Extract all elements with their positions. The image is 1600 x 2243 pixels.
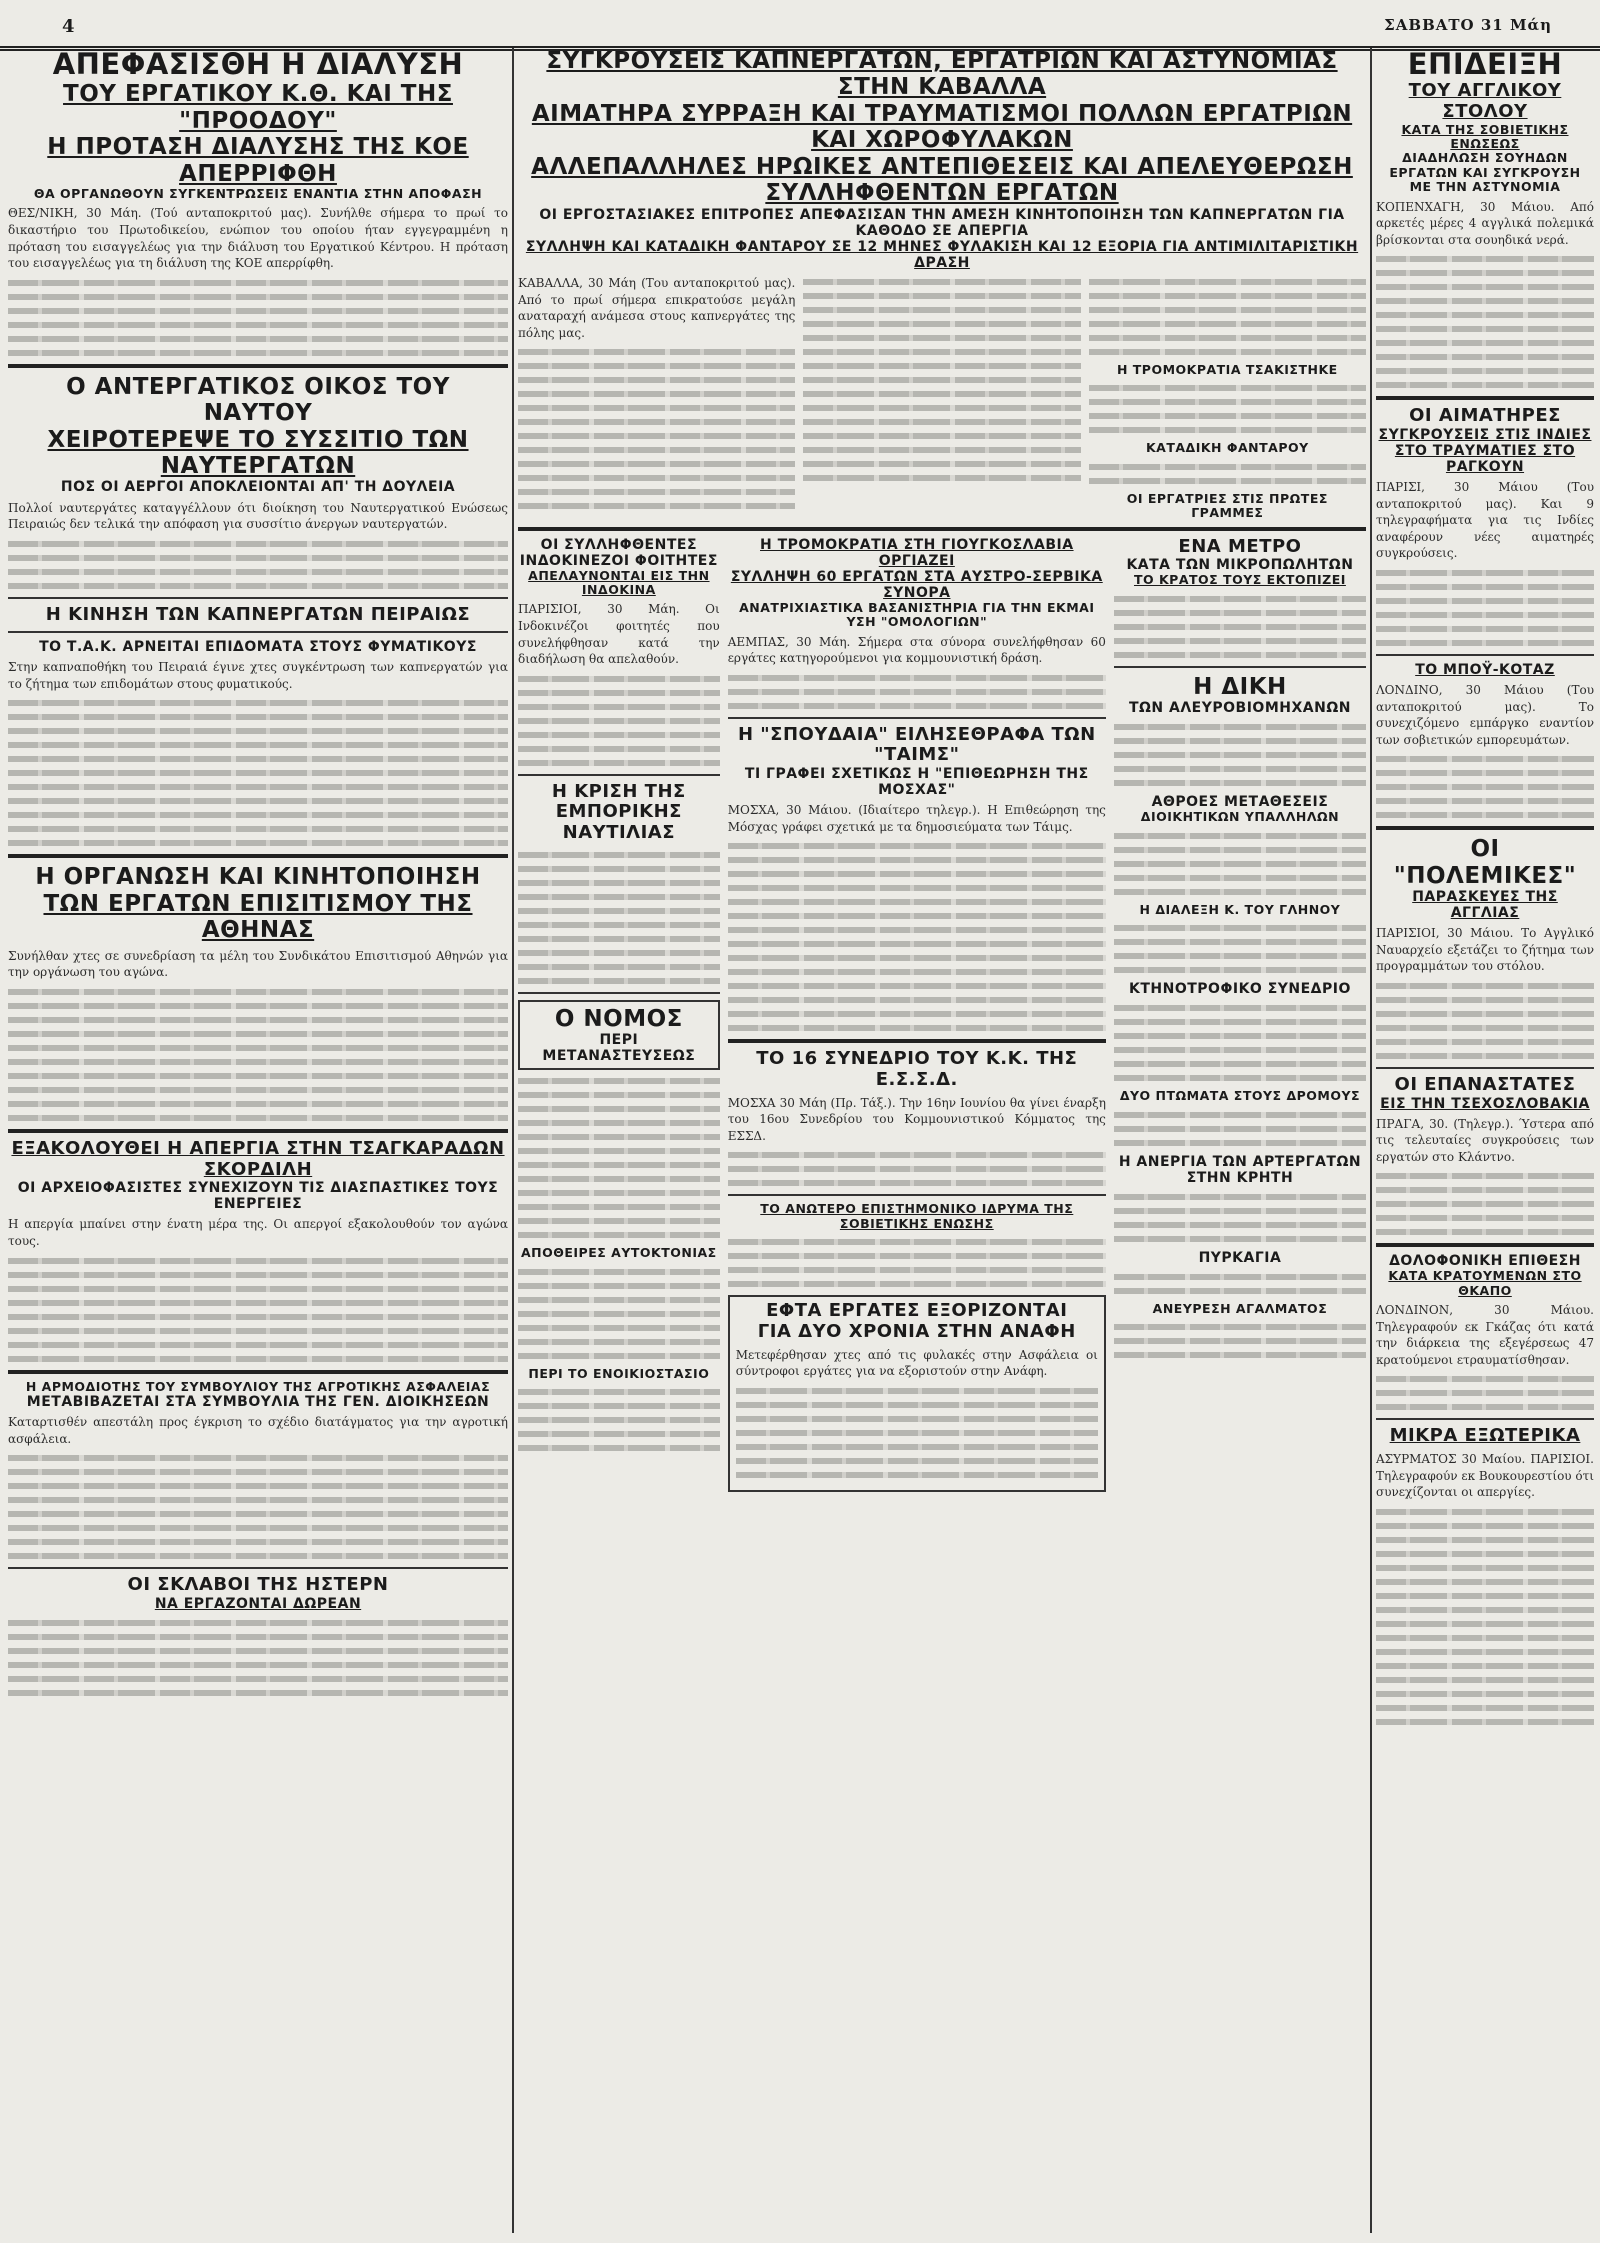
headline-murderous-attack: ΔΟΛΟΦΟΝΙΚΗ ΕΠΙΘΕΣΗ	[1389, 1253, 1581, 1270]
article-exile-text: Μετεφέρθησαν χτες από τις φυλακές στην Ασφάλεια οι σύντροφοι εργάτες για να εξοριστούν στην Ανάφη.	[735, 1347, 1098, 1379]
article-text-lines	[518, 349, 795, 509]
headline-koe-rejected: Η ΠΡΟΤΑΣΗ ΔΙΑΛΥΣΗΣ ΤΗΣ ΚΟΕ ΑΠΕΡΡΙΦΘΗ	[47, 134, 469, 187]
headline-labor-center: ΤΟΥ ΕΡΓΑΤΙΚΟΥ Κ.Θ. ΚΑΙ ΤΗΣ "ΠΡΟΟΔΟΥ"	[63, 81, 453, 134]
divider	[8, 1370, 508, 1374]
article-text-lines	[1114, 1005, 1366, 1081]
center-column	[518, 48, 1366, 2233]
article-text-lines	[518, 676, 720, 766]
divider	[1376, 1418, 1594, 1420]
subheadline-emigration: ΠΕΡΙ ΜΕΤΑΝΑΣΤΕΥΣΕΩΣ	[542, 1032, 696, 1065]
article-text-lines	[1089, 385, 1366, 433]
article-text-lines	[728, 1152, 1106, 1186]
kavala-article-body	[518, 271, 1366, 521]
divider	[8, 1567, 508, 1569]
article-text-lines	[1376, 1509, 1594, 1725]
divider	[1376, 396, 1594, 400]
article-text-lines	[1114, 1112, 1366, 1146]
divider	[1114, 666, 1366, 668]
article-india-text: ΠΑΡΙΣΙ, 30 Μάιου (Του ανταποκριτού μας). Και 9 τηλεγραφήματα για τις Ινδίες αναφέρουν νέες αιματηρές συγκρούσεις.	[1376, 480, 1594, 561]
headline-against-soviet: ΚΑΤΑ ΤΗΣ ΣΟΒΙΕΤΙΚΗΣ ΕΝΩΣΕΩΣ	[1401, 121, 1569, 152]
subcolumn-b	[728, 537, 1106, 1498]
headline-sailors-house: Ο ΑΝΤΕΡΓΑΤΙΚΟΣ ΟΙΚΟΣ ΤΟΥ ΝΑΥΤΟΥ	[66, 373, 450, 427]
headline-agrarian-insurance: Η ΑΡΜΟΔΙΟΤΗΣ ΤΟΥ ΣΥΜΒΟΥΛΙΟΥ ΤΗΣ ΑΓΡΟΤΙΚΗΣ ΑΣΦΑΛΕΙΑΣ	[25, 1378, 491, 1394]
subheadline-anafi: ΓΙΑ ΔΥΟ ΧΡΟΝΙΑ ΣΤΗΝ ΑΝΑΦΗ	[757, 1320, 1076, 1342]
subheadline-millers: ΤΩΝ ΑΛΕΥΡΟΒΙΟΜΗΧΑΝΩΝ	[1128, 700, 1351, 717]
headline-tak-benefits: ΤΟ Τ.Α.Κ. ΑΡΝΕΙΤΑΙ ΕΠΙΔΟΜΑΤΑ ΣΤΟΥΣ ΦΥΜΑΤΙΚΟΥΣ	[39, 639, 477, 656]
subheadline-archeio-fascists: ΟΙ ΑΡΧΕΙΟΦΑΣΙΣΤΕΣ ΣΥΝΕΧΙΖΟΥΝ ΤΙΣ ΔΙΑΣΠΑΣΤΙΚΕΣ ΤΟΥΣ ΕΝΕΡΓΕΙΕΣ	[17, 1180, 499, 1213]
headline-law: Ο ΝΟΜΟΣ	[554, 1005, 683, 1032]
article-text-lines	[8, 1258, 508, 1362]
kicker-women-workers: ΟΙ ΕΡΓΑΤΡΙΕΣ ΣΤΙΣ ΠΡΩΤΕΣ ΓΡΑΜΜΕΣ	[1126, 490, 1328, 521]
page-number: 4	[62, 16, 75, 37]
issue-date: ΣΑΒΒΑΤΟ 31 Μάη	[1384, 16, 1552, 34]
headline-bloody: ΟΙ ΑΙΜΑΤΗΡΕΣ	[1409, 405, 1561, 427]
article-kavala-text: ΚΑΒΑΛΛΑ, 30 Μάη (Του ανταποκριτού μας). Από το πρωί σήμερα επικρατούσε μεγάλη αναταραχή ανάμεσα στους καπνεργάτες της πόλης μας.	[518, 276, 796, 340]
right-column	[1376, 48, 1594, 2233]
headline-seven-workers: ΕΦΤΑ ΕΡΓΑΤΕΣ ΕΞΟΡΙΖΟΝΤΑΙ	[766, 1300, 1068, 1322]
article-text-lines	[1089, 279, 1366, 355]
divider	[1376, 1243, 1594, 1247]
article-agrarian-text: Καταρτισθέν απεστάλη προς έγκριση το σχέδιο διατάγματος για την αγροτική ασφάλεια.	[8, 1415, 508, 1446]
article-czech-text: ΠΡΑΓΑ, 30. (Τηλεγρ.). Ύστερα από τις τελευταίες συγκρούσεις των εργατών στο Κλάντνο.	[1376, 1116, 1594, 1164]
subheadline-rallies: ΘΑ ΟΡΓΑΝΩΘΟΥΝ ΣΥΓΚΕΝΤΡΩΣΕΙΣ ΕΝΑΝΤΙΑ ΣΤΗΝ ΑΠΟΦΑΣΗ	[33, 186, 483, 202]
headline-trial: Η ΔΙΚΗ	[1193, 673, 1287, 700]
article-prisoners-text: ΛΟΝΔΙΝΟΝ, 30 Μάιου. Τηλεγραφούν εκ Γκάζας ότι κατά την διάρκεια της εξεγέρσεως 47 κρατούμενοι ετραυματίσθησαν.	[1376, 1303, 1594, 1367]
headline-a-measure: ΕΝΑ ΜΕΤΡΟ	[1178, 535, 1302, 557]
divider	[1376, 654, 1594, 656]
lower-center-grid	[518, 537, 1366, 1498]
headline-british-fleet: ΤΟΥ ΑΓΓΛΙΚΟΥ ΣΤΟΛΟΥ	[1408, 80, 1562, 123]
headline-kavala-clashes: ΣΥΓΚΡΟΥΣΕΙΣ ΚΑΠΝΕΡΓΑΤΩΝ, ΕΡΓΑΤΡΙΩΝ ΚΑΙ ΑΣΤΥΝΟΜΙΑΣ ΣΤΗΝ ΚΑΒΑΛΛΑ	[546, 48, 1338, 101]
article-text-lines	[518, 1389, 720, 1451]
headline-dissolution: ΑΠΕΦΑΣΙΣΘΗ Η ΔΙΑΛΥΣΗ	[52, 48, 464, 81]
headline-rangoon: ΣΤΟ ΤΡΑΥΜΑΤΙΕΣ ΣΤΟ ΡΑΓΚΟΥΝ	[1394, 443, 1576, 476]
subheadline-clerks: ΔΙΟΙΚΗΤΙΚΩΝ ΥΠΑΛΛΗΛΩΝ	[1140, 809, 1340, 825]
divider	[728, 717, 1106, 719]
article-text-lines	[1376, 256, 1594, 388]
headline-revolutionaries: ΟΙ ΕΠΑΝΑΣΤΑΤΕΣ	[1394, 1073, 1576, 1095]
article-text-lines	[803, 279, 1080, 481]
headline-glinos-lecture: Η ΔΙΑΛΕΞΗ Κ. ΤΟΥ ΓΛΗΝΟΥ	[1139, 901, 1341, 917]
article-text-lines	[728, 1239, 1106, 1287]
headline-foreign-briefs: ΜΙΚΡΑ ΕΞΩΤΕΡΙΚΑ	[1389, 1425, 1581, 1447]
divider	[728, 1194, 1106, 1196]
left-column	[8, 48, 508, 2233]
divider	[728, 1039, 1106, 1043]
column-rule	[512, 48, 514, 2233]
article-briefs-text: ΑΣΥΡΜΑΤΟΣ 30 Μαίου. ΠΑΡΙΣΙΟΙ. Τηλεγραφούν εκ Βουκουρεστίου ότι συνεχίζονται οι απεργίες.	[1376, 1452, 1594, 1500]
article-text-lines	[518, 852, 720, 984]
divider	[1376, 1067, 1594, 1069]
article-text-lines	[8, 541, 508, 589]
headline-organization: Η ΟΡΓΑΝΩΣΗ ΚΑΙ ΚΙΝΗΤΟΠΟΙΗΣΗ	[35, 864, 481, 891]
headline-catering-workers: ΤΩΝ ΕΡΓΑΤΩΝ ΕΠΙΣΙΤΙΣΜΟΥ ΤΗΣ ΑΘΗΝΑΣ	[43, 890, 473, 944]
article-england-text: ΠΑΡΙΣΙΟΙ, 30 Μάιου. Το Αγγλικό Ναυαρχείο εξετάζει το ζήτημα των προγραμμάτων του στόλου.	[1376, 926, 1594, 974]
article-text-lines	[8, 280, 508, 356]
headline-display: ΕΠΙΔΕΙΞΗ	[1407, 48, 1563, 81]
article-text-lines	[1376, 983, 1594, 1059]
headline-times-disclosures: Η "ΣΠΟΥΔΑΙΑ" ΕΙΛΗΣΕΘΡΑΦΑ ΤΩΝ "ΤΑΙΜΣ"	[737, 723, 1096, 766]
article-catering-text: Συνήλθαν χτες σε συνεδρίαση τα μέλη του Συνδικάτου Επισιτισμού Αθηνών για την οργάνωση του αγώνα.	[8, 948, 508, 980]
article-text-lines	[1376, 756, 1594, 818]
article-text-lines	[1114, 1324, 1366, 1358]
headline-transfers: ΑΘΡΟΕΣ ΜΕΤΑΘΕΣΕΙΣ	[1151, 794, 1329, 811]
article-sailors-text: Πολλοί ναυτεργάτες καταγγέλλουν ότι διοίκηση του Ναυτεργατικού Ενώσεως Πειραιώς δεν τελικά την απόφαση για συσσίτιο άνεργων ναυτεργατών.	[8, 500, 508, 532]
headline-livestock-congress: ΚΤΗΝΟΤΡΟΦΙΚΟ ΣΥΝΕΔΡΙΟ	[1129, 981, 1351, 998]
article-text-lines	[1114, 1274, 1366, 1294]
divider	[518, 992, 720, 994]
divider	[8, 1129, 508, 1133]
headline-bakers-crete: Η ΑΝΕΡΓΙΑ ΤΩΝ ΑΡΤΕΡΓΑΤΩΝ ΣΤΗΝ ΚΡΗΤΗ	[1118, 1153, 1362, 1186]
article-text-lines	[728, 843, 1106, 1031]
article-indochinese-text: ΠΑΡΙΣΙΟΙ, 30 Μάη. Οι Ινδοκινέζοι φοιτητές που συνελήφθησαν κατά την διαδήλωση θα απελαθούν.	[518, 602, 720, 667]
subheadline-deported: ΑΠΕΛΑΥΝΟΝΤΑΙ ΕΙΣ ΤΗΝ ΙΝΔΟΚΙΝΑ	[528, 567, 710, 598]
article-text-lines	[1114, 925, 1366, 973]
headline-two-bodies: ΔΥΟ ΠΤΩΜΑΤΑ ΣΤΟΥΣ ΔΡΟΜΟΥΣ	[1119, 1088, 1361, 1104]
page-header	[0, 6, 1600, 46]
headline-bloody-clash: ΑΙΜΑΤΗΡΑ ΣΥΡΡΑΞΗ ΚΑΙ ΤΡΑΥΜΑΤΙΣΜΟΙ ΠΟΛΛΩΝ ΕΡΓΑΤΡΙΩΝ ΚΑΙ ΧΩΡΟΦΥΛΑΚΩΝ	[531, 100, 1353, 154]
divider	[8, 597, 508, 599]
article-text-lines	[728, 675, 1106, 709]
headline-boycott: ΤΟ ΜΠΟΫ-ΚΟΤΑΖ	[1415, 661, 1555, 678]
headline-suicides: ΑΠΟΘΕΙΡΕΣ ΑΥΤΟΚΤΟΝΙΑΣ	[520, 1245, 717, 1261]
subcolumn-a	[518, 537, 720, 1498]
article-fleet-text: ΚΟΠΕΝΧΑΓΗ, 30 Μάιου. Από αρκετές μέρες 4 αγγλικά πολεμικά βρίσκονται στα σουηδικά νερά.	[1376, 199, 1594, 247]
article-strike-text: Η απεργία μπαίνει στην ένατη μέρα της. Οι απεργοί εξακολουθούν τον αγώνα τους.	[8, 1217, 508, 1248]
article-text-lines	[8, 1620, 508, 1696]
divider	[518, 774, 720, 776]
headline-counterattacks: ΑΛΛΕΠΑΛΛΗΛΕΣ ΗΡΩΙΚΕΣ ΑΝΤΕΠΙΘΕΣΕΙΣ ΚΑΙ ΑΠΕΛΕΥΘΕΡΩΣΗ ΣΥΛΛΗΦΘΕΝΤΩΝ ΕΡΓΑΤΩΝ	[531, 153, 1353, 207]
divider	[518, 527, 1366, 531]
headline-slaves-stern: ΟΙ ΣΚΛΑΒΟΙ ΤΗΣ ΗΣΤΕΡΝ	[127, 1574, 389, 1596]
subheadline-unpaid: ΝΑ ΕΡΓΑΖΟΝΤΑΙ ΔΩΡΕΑΝ	[154, 1595, 362, 1612]
article-dissolution-text: ΘΕΣ/ΝΙΚΗ, 30 Μάη. (Τού ανταποκριτού μας). Συνήλθε σήμερα το πρωί το δικαστήριο του Πρωτοδικείου, ενώπιον του οποίου ήταν εγγεγραμμένη η πρόταση του εισαγγελέως για την διάλυση του Εργατικού Κέντρου. Η πρόταση του εισαγγελέως για τη διάλυση της ΚΟΕ απερρίφθη.	[8, 206, 508, 271]
article-text-lines	[8, 700, 508, 846]
headline-16th-congress: ΤΟ 16 ΣΥΝΕΔΡΙΟ ΤΟΥ Κ.Κ. ΤΗΣ Ε.Σ.Σ.Δ.	[756, 1048, 1078, 1091]
kicker-terror: Η ΤΡΟΜΟΚΡΑΤΙΑ ΤΣΑΚΙΣΤΗΚΕ	[1116, 362, 1338, 377]
article-text-lines	[1114, 1194, 1366, 1242]
article-text-lines	[518, 1269, 720, 1359]
article-boycott-text: ΛΟΝΔΙΝΟ, 30 Μάιου (Του ανταποκριτού μας). Το συνεχιζόμενο εμπάργκο εναντίον των σοβιετικών εμπορευμάτων.	[1376, 683, 1594, 747]
headline-tobacco-piraeus: Η ΚΙΝΗΣΗ ΤΩΝ ΚΑΠΝΕΡΓΑΤΩΝ ΠΕΙΡΑΙΩΣ	[45, 603, 471, 625]
headline-scientific-institute: ΤΟ ΑΝΩΤΕΡΟ ΕΠΙΣΤΗΜΟΝΙΚΟ ΙΔΡΥΜΑ ΤΗΣ ΣΟΒΙΕΤΙΚΗΣ ΕΝΩΣΗΣ	[760, 1201, 1074, 1231]
headline-statue-found: ΑΝΕΥΡΕΣΗ ΑΓΑΛΜΑΤΟΣ	[1152, 1300, 1328, 1316]
headline-shoemakers-strike: ΕΞΑΚΟΛΟΥΘΕΙ Η ΑΠΕΡΓΙΑ ΣΤΗΝ ΤΣΑΓΚΑΡΑΔΩΝ ΣΚΟΡΔΙΛΗ	[11, 1137, 505, 1180]
article-text-lines	[8, 1455, 508, 1559]
subheadline-swedish-workers: ΔΙΑΔΗΛΩΣΗ ΣΟΥΗΔΩΝ ΕΡΓΑΤΩΝ ΚΑΙ ΣΥΓΚΡΟΥΣΗ ΜΕ ΤΗΝ ΑΣΤΥΝΟΜΙΑ	[1389, 150, 1581, 195]
article-text-lines	[1376, 1376, 1594, 1410]
subheadline-moscow-review: ΤΙ ΓΡΑΦΕΙ ΣΧΕΤΙΚΩΣ Η "ΕΠΙΘΕΩΡΗΣΗ ΤΗΣ ΜΟΣΧΑΣ"	[744, 766, 1089, 799]
headline-war: ΟΙ "ΠΟΛΕΜΙΚΕΣ"	[1393, 836, 1577, 889]
article-text-lines	[518, 1078, 720, 1238]
article-text-lines	[1114, 596, 1366, 658]
article-text-lines	[1376, 570, 1594, 646]
divider	[8, 364, 508, 368]
divider	[8, 854, 508, 858]
law-box	[518, 1000, 720, 1071]
divider	[8, 631, 508, 633]
headline-shipping-crisis: Η ΚΡΙΣΗ ΤΗΣ ΕΜΠΟΡΙΚΗΣ ΝΑΥΤΙΛΙΑΣ	[551, 780, 686, 843]
headline-indochinese: ΟΙ ΣΥΛΛΗΦΘΕΝΤΕΣ ΙΝΔΟΚΙΝΕΖΟΙ ΦΟΙΤΗΤΕΣ	[519, 536, 718, 569]
headline-canteen: ΧΕΙΡΟΤΕΡΕΨΕ ΤΟ ΣΥΣΣΙΤΙΟ ΤΩΝ ΝΑΥΤΕΡΓΑΤΩΝ	[47, 426, 469, 479]
article-yugoslavia-text: ΑΕΜΠΑΣ, 30 Μάη. Σήμερα στα σύνορα συνελήφθησαν 60 εργάτες κατηγορούμενοι για κομμουνιστική δράση.	[727, 634, 1106, 666]
subheadline-councils: ΜΕΤΑΒΙΒΑΖΕΤΑΙ ΣΤΑ ΣΥΜΒΟΥΛΙΑ ΤΗΣ ΓΕΝ. ΔΙΟΙΚΗΣΕΩΝ	[26, 1393, 490, 1410]
article-text-lines	[1089, 464, 1366, 484]
column-rule	[1370, 48, 1372, 2233]
subcolumn-c	[1114, 537, 1366, 1498]
subheadline-soldier-sentence: ΣΥΛΛΗΨΗ ΚΑΙ ΚΑΤΑΔΙΚΗ ΦΑΝΤΑΡΟΥ ΣΕ 12 ΜΗΝΕΣ ΦΥΛΑΚΙΣΗ ΚΑΙ 12 ΕΞΟΡΙΑ ΓΙΑ ΑΝΤΙΜΙΛΙΤΑΡΙΣΤΙΚΗ ΔΡΑΣΗ	[525, 238, 1359, 271]
subheadline-torture: ΑΝΑΤΡΙΧΙΑΣΤΙΚΑ ΒΑΣΑΝΙΣΤΗΡΙΑ ΓΙΑ ΤΗΝ ΕΚΜΑΙ ΥΣΗ "ΟΜΟΛΟΓΙΩΝ"	[739, 599, 1095, 630]
subheadline-factory-committees: ΟΙ ΕΡΓΟΣΤΑΣΙΑΚΕΣ ΕΠΙΤΡΟΠΕΣ ΑΠΕΦΑΣΙΣΑΝ ΤΗΝ ΑΜΕΣΗ ΚΙΝΗΤΟΠΟΙΗΣΗ ΤΩΝ ΚΑΠΝΕΡΓΑΤΩΝ ΓΙΑ ΚΑΘΟΔΟ ΣΕ ΑΠΕΡΓΙΑ	[539, 206, 1345, 239]
subheadline-unemployed: ΠΟΣ ΟΙ ΑΕΡΓΟΙ ΑΠΟΚΛΕΙΟΝΤΑΙ ΑΠ' ΤΗ ΔΟΥΛΕΙΑ	[60, 479, 456, 496]
headline-prisoners: ΚΑΤΑ ΚΡΑΤΟΥΜΕΝΩΝ ΣΤΟ ΘΚΑΠΟ	[1388, 1268, 1582, 1298]
article-tak-text: Στην καπναποθήκη του Πειραιά έγινε χτες συγκέντρωση των καπνεργατών για το ζήτημα των επιδομάτων στους φυματικούς.	[8, 660, 508, 691]
article-text-lines	[1376, 1173, 1594, 1235]
article-text-lines	[8, 989, 508, 1121]
headline-czechoslovakia: ΕΙΣ ΤΗΝ ΤΣΕΧΟΣΛΟΒΑΚΙΑ	[1380, 1095, 1590, 1112]
headline-yugoslavia-terror: Η ΤΡΟΜΟΚΡΑΤΙΑ ΣΤΗ ΓΙΟΥΓΚΟΣΛΑΒΙΑ ΟΡΓΙΑΖΕΙ	[760, 536, 1074, 569]
subheadline-arrests-border: ΣΥΛΛΗΨΗ 60 ΕΡΓΑΤΩΝ ΣΤΑ ΑΥΣΤΡΟ-ΣΕΡΒΙΚΑ ΣΥΝΟΡΑ	[730, 568, 1103, 601]
headline-india-clashes: ΣΥΓΚΡΟΥΣΕΙΣ ΣΤΙΣ ΙΝΔΙΕΣ	[1378, 426, 1592, 443]
article-congress-text: ΜΟΣΧΑ 30 Μάη (Πρ. Τάξ.). Την 16ην Ιουνίου θα γίνει έναρξη του 16ου Συνεδρίου του Κομμουνιστικού Κόμματος της ΕΣΣΔ.	[727, 1095, 1106, 1143]
article-text-lines	[1114, 724, 1366, 786]
headline-rent-freeze: ΠΕΡΙ ΤΟ ΕΝΟΙΚΙΟΣΤΑΣΙΟ	[528, 1365, 710, 1381]
article-times-text: ΜΟΣΧΑ, 30 Μάιου. (Ιδιαίτερο τηλεγρ.). Η Επιθεώρηση της Μόσχας γράφει σχετικά με τα δημοσιεύματα των Τάιμς.	[727, 803, 1106, 834]
exile-box	[728, 1295, 1106, 1491]
kicker-soldier: ΚΑΤΑΔΙΚΗ ΦΑΝΤΑΡΟΥ	[1145, 440, 1309, 456]
article-text-lines	[1114, 833, 1366, 895]
headline-england-preparations: ΠΑΡΑΣΚΕΥΕΣ ΤΗΣ ΑΓΓΛΙΑΣ	[1412, 889, 1558, 922]
subheadline-displaced: ΤΟ ΚΡΑΤΟΣ ΤΟΥΣ ΕΚΤΟΠΙΖΕΙ	[1133, 572, 1346, 588]
headline-fire: ΠΥΡΚΑΓΙΑ	[1198, 1249, 1282, 1266]
divider	[1376, 826, 1594, 830]
subheadline-peddlers: ΚΑΤΑ ΤΩΝ ΜΙΚΡΟΠΩΛΗΤΩΝ	[1126, 557, 1354, 574]
article-text-lines	[736, 1388, 1098, 1478]
